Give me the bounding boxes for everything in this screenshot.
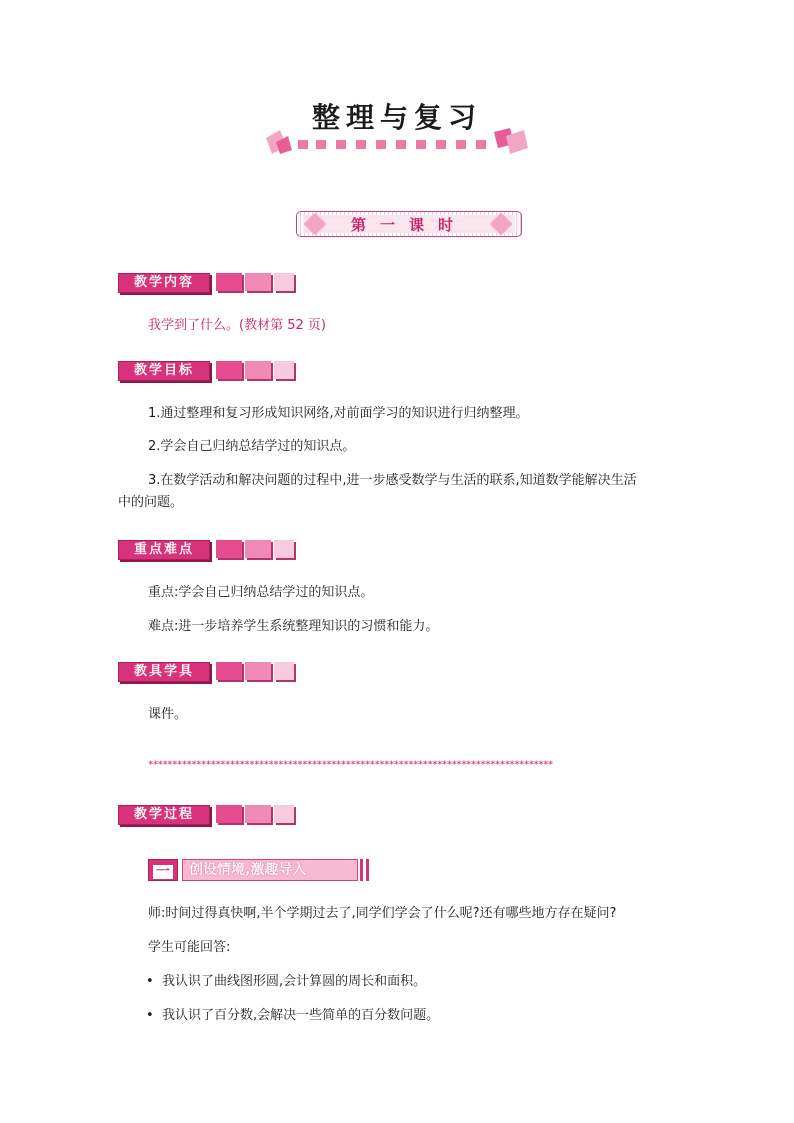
bullet-text: 我认识了百分数,会解决一些简单的百分数问题。 (161, 1008, 440, 1023)
section-label: 教具学具 (118, 662, 210, 682)
section-label: 重点难点 (118, 540, 210, 560)
keypoint-line: 重点:学会自己归纳总结学过的知识点。 (148, 585, 374, 600)
page-title: 整理与复习 (311, 101, 482, 134)
process-line: 师:时间过得真快啊,半个学期过去了,同学们学会了什么呢?还有哪些地方存在疑问? (148, 906, 617, 921)
goal-line: 3.在数学活动和解决问题的过程中,进一步感受数学与生活的联系,知道数学能解决生活 (148, 473, 637, 488)
content-line: 我学到了什么。(教材第 52 页) (148, 318, 326, 333)
section-label: 教学内容 (118, 273, 210, 293)
tools-line: 课件。 (148, 707, 188, 722)
goal-line: 1.通过整理和复习形成知识网络,对前面学习的知识进行归纳整理。 (148, 406, 529, 421)
section-header-tools (118, 662, 298, 684)
bullet-icon: • (146, 974, 154, 989)
section-header-keypoints (118, 540, 298, 562)
section-header-content (118, 273, 298, 295)
title-decoration (262, 124, 532, 160)
section-label: 教学目标 (118, 361, 210, 381)
bullet-item (146, 973, 426, 991)
star-separator: ************************************************************************************ (148, 760, 553, 770)
bullet-text: 我认识了曲线图形圆,会计算圆的周长和面积。 (161, 974, 427, 989)
step-banner (148, 859, 370, 881)
lesson-banner (296, 211, 522, 237)
lesson-label: 第一课时 (350, 216, 467, 234)
process-line: 学生可能回答: (148, 940, 231, 955)
keypoint-line: 难点:进一步培养学生系统整理知识的习惯和能力。 (148, 619, 439, 634)
bullet-item (146, 1007, 439, 1025)
section-label: 教学过程 (118, 805, 210, 825)
step-number: 一 (148, 859, 178, 881)
step-title: 创设情境,激趣导入 (182, 859, 358, 881)
goal-line: 中的问题。 (118, 495, 184, 510)
section-header-process (118, 805, 298, 827)
goal-line: 2.学会自己归纳总结学过的知识点。 (148, 439, 356, 454)
bullet-icon: • (146, 1008, 154, 1023)
section-header-goals (118, 361, 298, 383)
